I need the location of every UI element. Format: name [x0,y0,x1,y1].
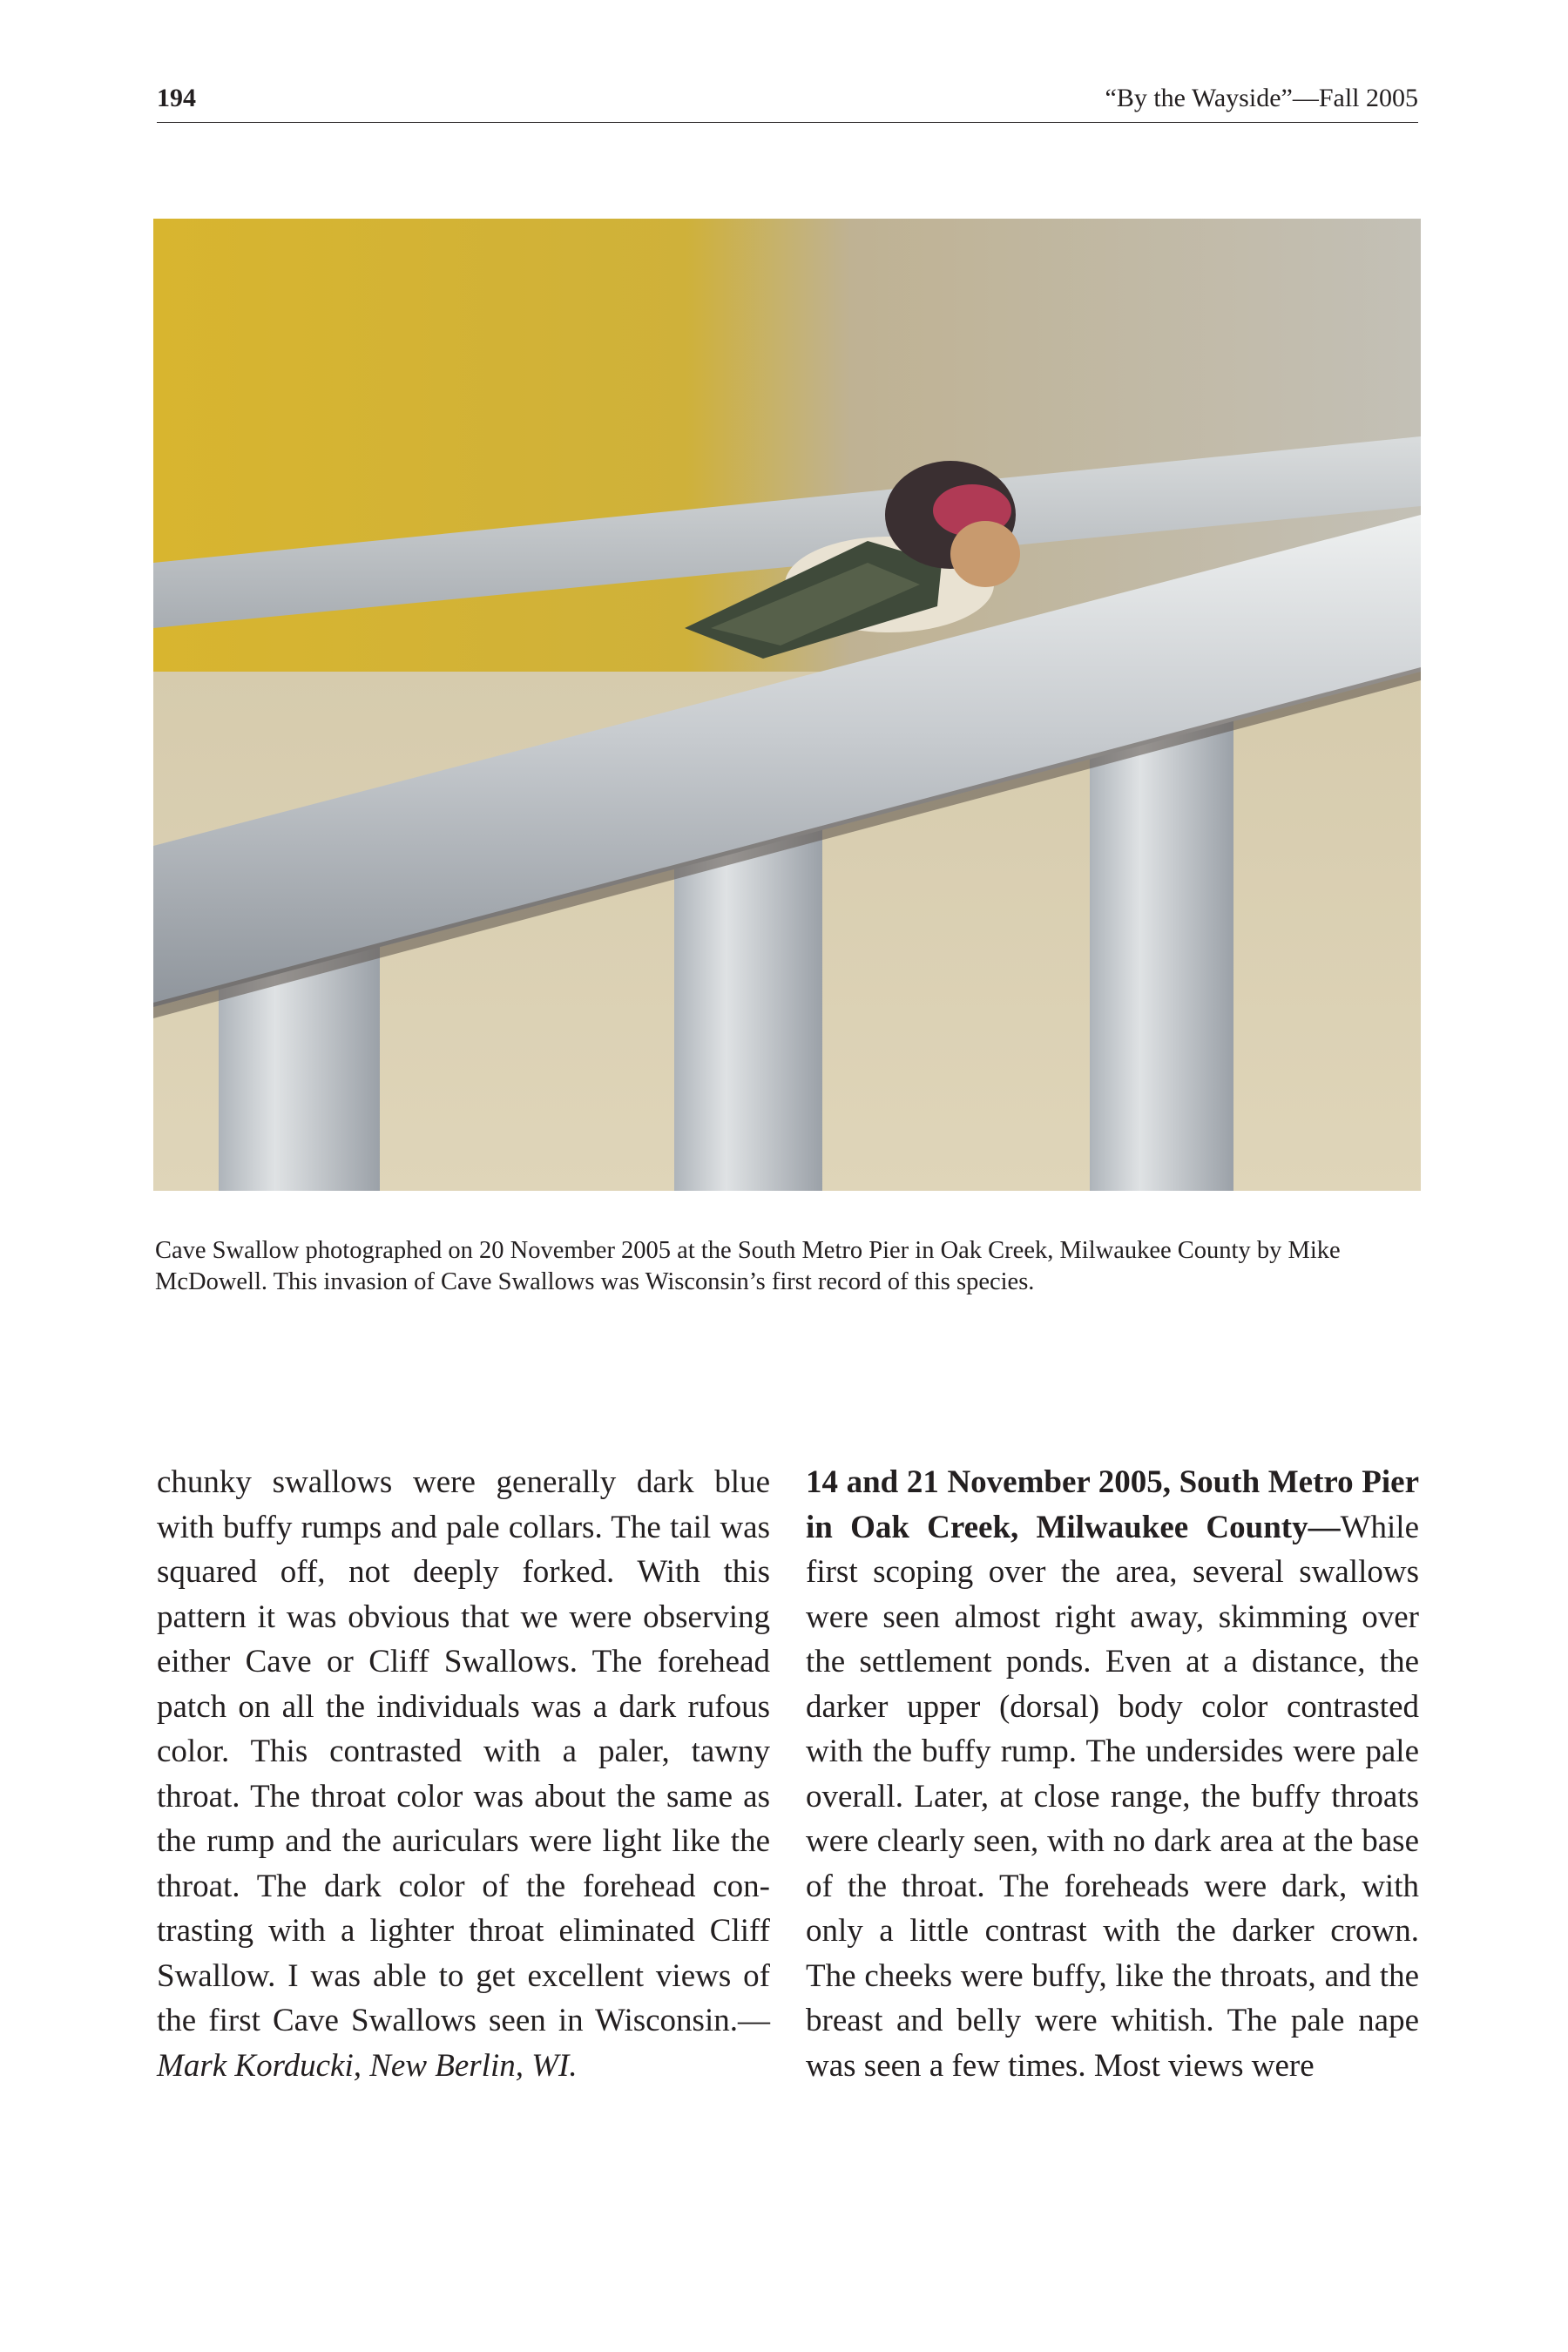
right-column-text: While first scoping over the area, several swallows were seen almost right away, skimming over the settlement ponds. Even at a distance, the darker upper (dorsal) body color contrasted with the buffy rump. The undersides were pale overall. Later, at close range, the buffy throats were clearly seen, with no dark area at the base of the throat. The foreheads were dark, with only a little contrast with the darker crown. The cheeks were buffy, like the throats, and the breast and belly were whitish. The pale nape was seen a few times. Most views were [806,1509,1419,2084]
running-head: “By the Wayside”—Fall 2005 [1105,84,1418,112]
left-column-paragraph [157,1460,770,2088]
photo-caption: Cave Swallow photographed on 20 November 2005 at the South Metro Pier in Oak Creek, Milwaukee County by Mike McDowell. This invasion of Cave Swallows was Wisconsin’s first record of this species. [155,1237,1341,1295]
left-column-text: chunky swallows were generally dark blue with buffy rumps and pale collars. The tail was squared off, not deeply forked. With this pattern it was obvious that we were observing either Cave or Cliff Swallows. The forehead patch on all the individuals was a dark rufous color. This contrasted with a paler, tawny throat. The throat color was about the same as the rump and the auriculars were light like the throat. The dark color of the forehead contrasting with a lighter throat eliminated Cliff Swallow. I was able to get excellent views of the first Cave Swallows seen in Wisconsin.— [157,1464,770,2038]
cave-swallow-photo [153,219,1421,1191]
report-heading: 14 and 21 November 2005, South Metro Pier in Oak Creek, Milwaukee County— [806,1464,1419,1545]
author-signature: Mark Korducki, New Berlin, WI. [157,2047,578,2084]
right-column [806,1460,1419,2088]
right-column-paragraph [806,1460,1419,2088]
left-column [157,1460,770,2088]
page-number: 194 [157,84,196,112]
page-header [157,84,1418,123]
